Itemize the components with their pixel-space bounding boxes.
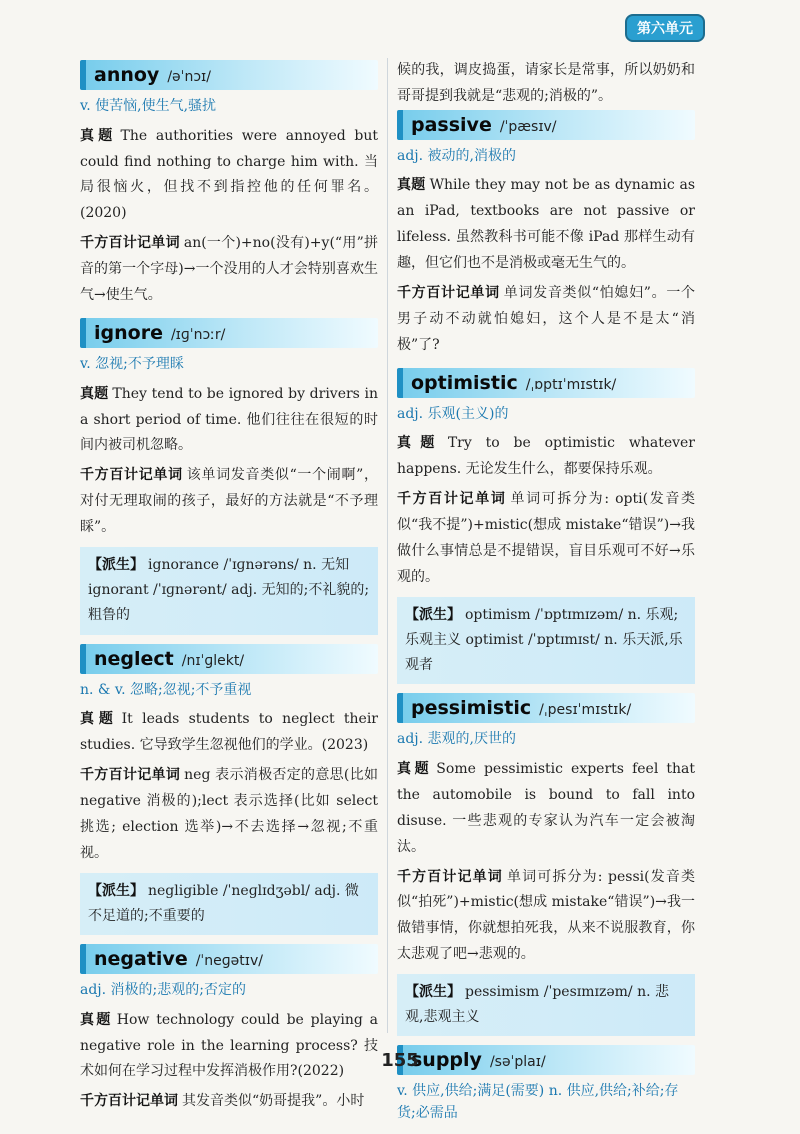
continued-text: 候的我，调皮捣蛋，请家长是常事，所以奶奶和哥哥提到我就是“悲观的;消极的”。 (397, 62, 695, 104)
derive-text: negligible /ˈneɡlɪdʒəbl/ adj. 微不足道的;不重要的 (88, 882, 359, 924)
entry-header (397, 368, 695, 398)
memory-tip (397, 487, 695, 591)
headword: neglect (94, 647, 174, 670)
exam-example (397, 757, 695, 861)
exam-label: 真题 (80, 127, 117, 144)
entry-header (397, 110, 695, 140)
headword: optimistic (411, 371, 518, 394)
memory-label: 千方百计记单词 (397, 285, 500, 302)
headword: pessimistic (411, 697, 532, 720)
derive-label: 【派生】 (405, 606, 461, 623)
headword: ignore (94, 321, 163, 344)
derive-text: pessimism /ˈpesɪmɪzəm/ n. 悲观,悲观主义 (405, 984, 670, 1026)
entry-supply (397, 1045, 695, 1124)
definition: adj. 悲观的,厌世的 (397, 731, 516, 748)
definition: adj. 被动的,消极的 (397, 147, 516, 164)
exam-label: 真题 (80, 711, 118, 728)
phonetic: /əˈnɔɪ/ (167, 69, 211, 85)
entry-neglect (80, 644, 378, 935)
definition: v. 忽视;不予理睬 (80, 355, 184, 372)
memory-tip (80, 231, 378, 309)
exam-text: While they may not be as dynamic as an iPad, textbooks are not passive or lifeless. 虽然教科书可能不像 iPad 那样生动有趣，但它们也不是消极或毫无生气的。 (397, 177, 696, 272)
memory-text: 单词可拆分为: pessi(发音类似“拍死”)+mistic(想成 mistake“错误”)→我一做错事情，你就想拍死我，从来不说服教育，你太悲观了吧→悲观的。 (397, 868, 695, 963)
exam-label: 真题 (397, 435, 444, 452)
exam-text: It leads students to neglect their studies. 它导致学生忽视他们的学业。(2023) (80, 711, 378, 754)
memory-text: an(一个)+no(没有)+y(“用”拼音的第一个字母)→一个没用的人才会特别喜欢生气→使生气。 (80, 235, 379, 304)
memory-label: 千方百计记单词 (80, 467, 183, 484)
definition: v. 供应,供给;满足(需要) n. 供应,供给;补给;存货;必需品 (397, 1083, 679, 1122)
phonetic: /səˈplaɪ/ (489, 1054, 546, 1071)
exam-label: 真题 (80, 385, 109, 402)
memory-text: neg 表示消极否定的意思(比如 negative 消极的);lect 表示选择(比如 select 挑选; election 选举)→不去选择→忽视;不重视。 (80, 766, 379, 861)
exam-example (80, 1008, 378, 1086)
memory-tip (397, 865, 695, 969)
memory-label: 千方百计记单词 (80, 235, 180, 252)
entry-pessimistic (397, 693, 695, 1036)
phonetic: /ˈneɡətɪv/ (195, 952, 263, 969)
definition: adj. 乐观(主义)的 (397, 405, 509, 422)
memory-tip (80, 1089, 378, 1115)
exam-label: 真题 (397, 760, 433, 777)
entry-header (80, 60, 378, 90)
page-number: 155 (381, 1050, 419, 1071)
entry-negative (80, 944, 378, 1115)
memory-label: 千方百计记单词 (80, 1093, 178, 1110)
phonetic: /nɪˈɡlekt/ (181, 652, 245, 669)
memory-label: 千方百计记单词 (397, 491, 507, 508)
right-column (397, 60, 695, 1134)
derivatives (80, 873, 378, 935)
derive-label: 【派生】 (88, 556, 144, 573)
derive-label: 【派生】 (405, 984, 461, 1001)
headword: supply (411, 1049, 482, 1072)
memory-label: 千方百计记单词 (397, 868, 503, 885)
derivatives (397, 597, 695, 685)
memory-text: 单词发音类似“怕媳妇”。一个男子动不动就怕媳妇，这个人是不是太“消极”了? (397, 285, 695, 353)
exam-example (80, 124, 378, 228)
exam-example (80, 707, 378, 759)
exam-label: 真题 (397, 177, 426, 194)
entry-header (80, 944, 378, 974)
left-column (80, 60, 378, 1124)
memory-text: 该单词发音类似“一个闹啊”，对付无理取闹的孩子，最好的方法就是“不予理睬”。 (80, 467, 378, 536)
exam-text: The authorities were annoyed but could find nothing to charge him with. 当局很恼火，但找不到指控他的任何罪名。(2020) (80, 127, 379, 222)
memory-label: 千方百计记单词 (80, 766, 181, 783)
memory-tip (80, 763, 378, 867)
entry-header (397, 1045, 695, 1075)
entry-header (397, 693, 695, 723)
memory-tip (397, 281, 695, 359)
phonetic: /ˌpesɪˈmɪstɪk/ (539, 702, 632, 719)
derivatives (397, 974, 695, 1036)
derivatives (80, 547, 378, 635)
memory-text: 单词可拆分为: opti(发音类似“我不提”)+mistic(想成 mistake“错误”)→我做什么事情总是不提错误，盲目乐观可不好→乐观的。 (397, 491, 696, 585)
exam-example (397, 173, 695, 277)
exam-text: How technology could be playing a negative role in the learning process? 技术如何在学习过程中发挥消极作用?(2022) (80, 1011, 378, 1080)
exam-text: Some pessimistic experts feel that the automobile is bound to fall into disuse. 一些悲观的专家认为汽车一定会被淘汰。 (397, 760, 696, 855)
definition: adj. 消极的;悲观的;否定的 (80, 981, 246, 998)
phonetic: /ɪɡˈnɔːr/ (170, 326, 226, 343)
derive-text: optimism /ˈɒptɪmɪzəm/ n. 乐观;乐观主义 optimist /ˈɒptɪmɪst/ n. 乐天派,乐观者 (405, 606, 683, 674)
headword: annoy (94, 64, 160, 86)
entry-annoy (80, 60, 378, 309)
entry-ignore (80, 318, 378, 635)
unit-tag: 第六单元 (625, 14, 705, 42)
column-divider (387, 58, 388, 1033)
exam-example (80, 382, 378, 460)
entry-header (80, 644, 378, 674)
headword: passive (411, 113, 492, 136)
entry-header (80, 318, 378, 348)
derive-text: ignorance /ˈɪɡnərəns/ n. 无知 ignorant /ˈɪɡnərənt/ adj. 无知的;不礼貌的;粗鲁的 (88, 556, 370, 624)
exam-text: Try to be optimistic whatever happens. 无论发生什么，都要保持乐观。 (397, 435, 695, 478)
phonetic: /ˌɒptɪˈmɪstɪk/ (525, 376, 617, 393)
memory-tip (80, 463, 378, 541)
entry-passive (397, 110, 695, 359)
definition: n. & v. 忽略;忽视;不予重视 (80, 681, 252, 698)
derive-label: 【派生】 (88, 882, 144, 899)
exam-text: They tend to be ignored by drivers in a short period of time. 他们往往在很短的时间内被司机忽略。 (80, 385, 378, 454)
entry-optimistic (397, 368, 695, 685)
phonetic: /ˈpæsɪv/ (499, 118, 557, 135)
exam-example (397, 431, 695, 483)
definition: v. 使苦恼,使生气,骚扰 (80, 98, 217, 114)
memory-text: 其发音类似“奶哥提我”。小时 (182, 1093, 365, 1110)
headword: negative (94, 947, 188, 970)
exam-label: 真题 (80, 1011, 113, 1028)
